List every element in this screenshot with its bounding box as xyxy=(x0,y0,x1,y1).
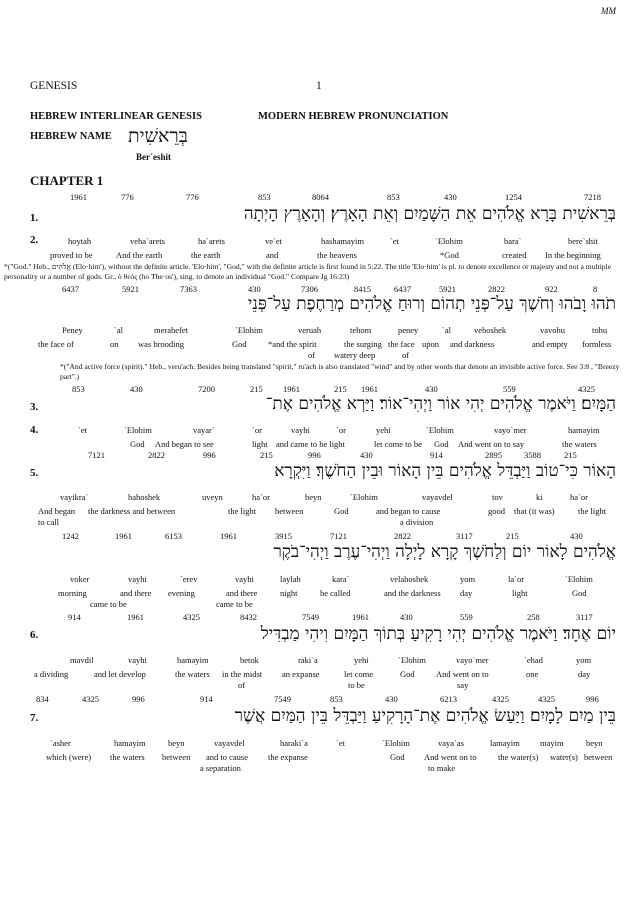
strongs-row: 1242 1961 6153 1961 3915 7121 2822 3117 215 430 xyxy=(62,531,583,541)
gloss-row-2: of watery deep of xyxy=(308,350,410,360)
gloss-row: God And began to see light and came to be light let come to be God And went on to say the waters xyxy=(130,439,597,449)
gloss-row: proved to be And the earth the earth and the heavens *God created In the beginning xyxy=(50,250,601,260)
page-number: 1 xyxy=(316,80,322,92)
gloss-row: a dividing and let develop the waters in the midst an expanse let come God And went on to one day xyxy=(34,669,591,679)
verse-number: 6. xyxy=(30,629,39,641)
verse-number: 5. xyxy=(30,467,39,479)
gloss-row: the face of on was brooding God *and the spirit the surging the face upon and darkness and empty formless xyxy=(38,339,612,349)
right-title: MODERN HEBREW PRONUNCIATION xyxy=(258,111,449,122)
corner-mark: MM xyxy=(601,6,616,16)
footnote: *("And active force (spirit)." Heb., veru'ach. Besides being translated "spirit," ru'ach is also translated "wind" and by other words that denote an invisible active force. See 3:8 , "Breezy part".) xyxy=(60,362,620,381)
hebrew-line: תֹהוּ וָבֹהוּ וְחֹשֶׁךְ עַל־פְּנֵי תְהוֹם וְרוּחַ אֱלֹהִים מְרַחֶפֶת עַל־פְּנֵי xyxy=(247,294,616,314)
hebrew-name-label: HEBREW NAME xyxy=(30,131,112,142)
footnote: *("God." Heb., אֱלֹהִים (Elo·him'), without the definite article. 'Elo·him', "God," with the definite article is first found in 5:22. The title 'Elo·him' is pl. to denote excellence or majesty and not a multiple personality or a number of gods. Gr., ὁ θεός (ho The·os'), sing. to denote an individual "God." Compare Jg 16:23) xyxy=(4,262,612,281)
translit-row: voker vayhi `erev vayhi laylah kara` velahoshek yom la`or `Elohim xyxy=(70,574,593,584)
strongs-row: 853 430 7200 215 1961 215 1961 430 559 4325 xyxy=(72,384,595,394)
hebrew-name: בְּרֵאשִׁית xyxy=(128,125,188,147)
verse-number: 2. xyxy=(30,234,39,246)
left-title: HEBREW INTERLINEAR GENESIS xyxy=(30,111,202,122)
gloss-row: And began the darkness and between the light between God and began to cause good that (it was) the light xyxy=(38,506,607,516)
gloss-row: morning and there evening and there night he called and the darkness day light God xyxy=(58,588,587,598)
strongs-row: 1961 776 776 853 8064 853 430 1254 7218 xyxy=(70,192,601,202)
verse-number: 4. xyxy=(30,424,39,436)
gloss-row-2: to call a division xyxy=(38,517,434,527)
hebrew-name-translit: Ber`eshit xyxy=(136,152,171,162)
verse-number: 7. xyxy=(30,712,39,724)
verse-number: 3. xyxy=(30,401,39,413)
gloss-row-2: came to be came to be xyxy=(90,599,253,609)
hebrew-line: אֱלֹהִים לָאוֹר יוֹם וְלַחֹשֶׁךְ קָרָא לָיְלָה וַיְהִי־עֶרֶב וַיְהִי־בֹקֶר xyxy=(273,542,616,562)
strongs-row: 7121 2822 996 215 996 430 914 2895 3588 215 xyxy=(88,450,577,460)
chapter-heading: CHAPTER 1 xyxy=(30,173,104,188)
book-title: GENESIS xyxy=(30,80,78,92)
hebrew-line: בֵּין מַיִם לָמָיִם׃ וַיַּעַשׂ אֱלֹהִים אֶת־הָרָקִיעַ וַיַּבְדֵּל בֵּין הַמַּיִם אֲשֶׁר xyxy=(234,706,616,726)
translit-row: vayikra` hahoshek uveyn ha`or beyn `Elohim vayavdel tov ki ha`or xyxy=(60,492,588,502)
hebrew-line: הַמָּיִם׃ וַיֹּאמֶר אֱלֹהִים יְהִי אוֹר וַיְהִי־אוֹר׃ וַיַּרְא אֱלֹהִים אֶת־ xyxy=(265,394,616,414)
gloss-row-2: a separation to make xyxy=(200,763,456,773)
translit-row: hoytah veha`arets ha`arets ve`et hashamayim `et `Elohim bara` bere`shit xyxy=(68,236,598,246)
gloss-row-2: of to be say xyxy=(238,680,469,690)
strongs-row: 914 1961 4325 8432 7549 1961 430 559 258 3117 xyxy=(68,612,593,622)
translit-row: `et `Elohim vayar` `or vayhi `or yehi `Elohim vayo`mer hamayim xyxy=(78,425,600,435)
strongs-row: 834 4325 996 914 7549 853 430 6213 4325 4325 996 xyxy=(36,694,599,704)
hebrew-line: יוֹם אֶחָד׃ וַיֹּאמֶר אֱלֹהִים יְהִי רָקִיעַ בְּתוֹךְ הַמָּיִם וִיהִי מַבְדִּיל xyxy=(260,624,616,644)
hebrew-line: בְּרֵאשִׁית בָּרָא אֱלֹהִים אֵת הַשָּׁמַיִם וְאֵת הָאָרֶץ׃ וְהָאָרֶץ הָיְתָה xyxy=(243,204,616,224)
translit-row: `asher hamayim beyn vayavdel haraki`a `et `Elohim vaya`as lamayim mayim beyn xyxy=(50,738,603,748)
hebrew-line: הָאוֹר כִּי־טוֹב וַיַּבְדֵּל אֱלֹהִים בֵּין הָאוֹר וּבֵין הַחֹשֶׁךְ׃ וַיִּקְרָא xyxy=(274,461,616,481)
translit-row: mavdil vayhi hamayim betok raki`a yehi `Elohim vayo`mer `ehad yom xyxy=(70,655,592,665)
gloss-row: which (were) the waters between and to cause the expanse God And went on to the water(s) water(s) between xyxy=(46,752,613,762)
strongs-row: 6437 5921 7363 430 7306 8415 6437 5921 2822 922 8 xyxy=(62,284,598,294)
verse-number: 1. xyxy=(30,212,39,224)
translit-row: Peney `al merahefet `Elohim veruah tehom peney `al vehoshek vavohu tohu xyxy=(62,325,608,335)
